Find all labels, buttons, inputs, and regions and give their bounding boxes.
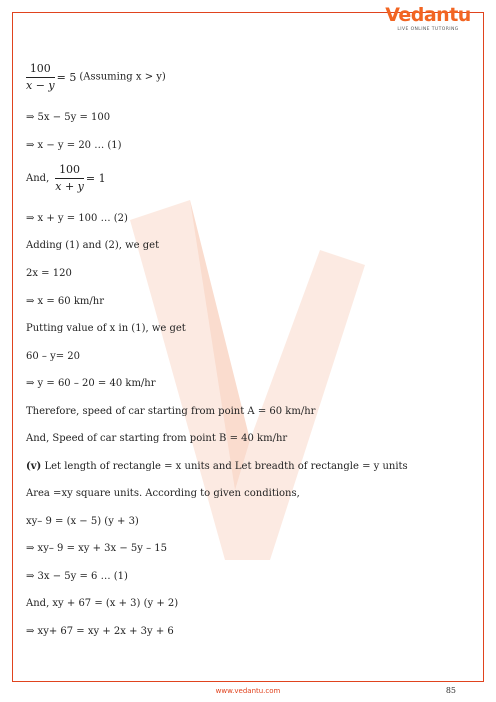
text-line-15: Area =xy square units. According to given conditions,	[26, 488, 300, 499]
text-line-3: ⇒ x − y = 20 … (1)	[26, 140, 122, 151]
text-line-17: ⇒ xy– 9 = xy + 3x − 5y – 15	[26, 543, 167, 554]
text-line-13: And, Speed of car starting from point B = 40 km/hr	[26, 433, 288, 444]
text-line-19: And, xy + 67 = (x + 3) (y + 2)	[26, 598, 179, 609]
equation-line-1	[26, 62, 166, 93]
text-line-14	[26, 460, 408, 474]
text-line-18: ⇒ 3x − 5y = 6 … (1)	[26, 571, 128, 582]
and-label: And,	[26, 172, 50, 184]
text-line-9: Putting value of x in (1), we get	[26, 323, 186, 334]
equation-line-4	[26, 163, 109, 194]
text-line-11: ⇒ y = 60 – 20 = 40 km/hr	[26, 378, 156, 389]
part-v-text: Let length of rectangle = x units and Let breadth of rectangle = y units	[41, 461, 408, 472]
fraction-2-equals: = 1	[85, 171, 106, 185]
part-v-label: (v)	[26, 461, 42, 472]
fraction-1-numerator: 100	[26, 62, 55, 78]
assumption-note: (Assuming x > y)	[79, 71, 166, 83]
fraction-2-numerator: 100	[55, 163, 84, 179]
vedantu-logo	[380, 4, 476, 42]
logo-wordmark: Vedantu	[385, 4, 471, 26]
text-line-20: ⇒ xy+ 67 = xy + 2x + 3y + 6	[26, 626, 174, 637]
text-line-10: 60 – y= 20	[26, 351, 81, 362]
text-line-8: ⇒ x = 60 km/hr	[26, 296, 104, 307]
footer-url-link[interactable]: www.vedantu.com	[215, 687, 281, 695]
text-line-2: ⇒ 5x − 5y = 100	[26, 112, 111, 123]
fraction-1	[26, 62, 55, 93]
text-line-12: Therefore, speed of car starting from point A = 60 km/hr	[26, 406, 316, 417]
fraction-1-denominator: x − y	[26, 79, 55, 92]
text-line-6: Adding (1) and (2), we get	[26, 240, 160, 251]
text-line-7: 2x = 120	[26, 268, 72, 279]
text-line-5: ⇒ x + y = 100 … (2)	[26, 213, 128, 224]
logo-tagline: LIVE ONLINE TUTORING	[397, 27, 459, 32]
fraction-2-denominator: x + y	[55, 180, 84, 193]
fraction-2	[55, 163, 84, 194]
fraction-1-equals: = 5	[56, 70, 77, 84]
text-line-16: xy– 9 = (x − 5) (y + 3)	[26, 516, 139, 527]
page-number: 85	[445, 686, 456, 695]
